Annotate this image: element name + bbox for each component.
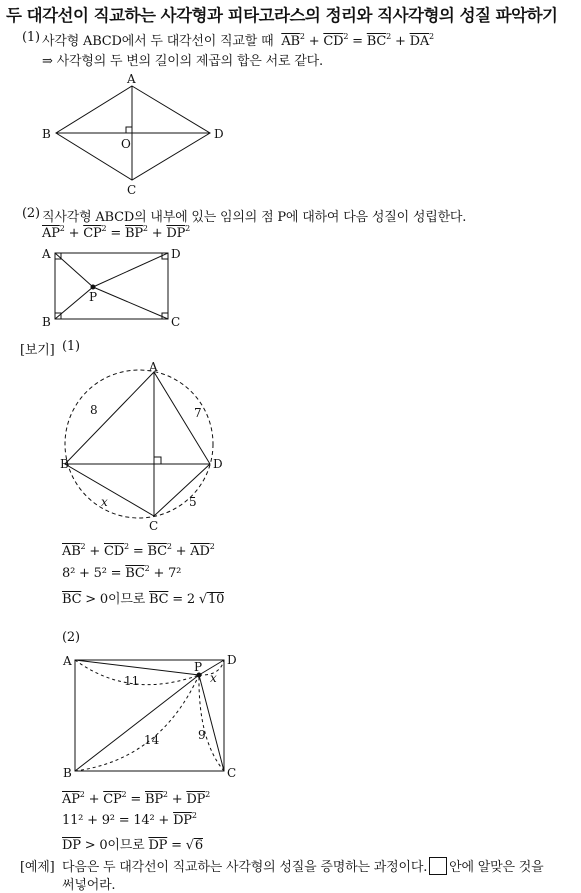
seg-bc: $\overline{BC}$ (125, 566, 145, 581)
seg-bc: $\overline{BC}$ (149, 592, 169, 607)
length-cp: 9 (198, 728, 206, 742)
exp: 2 (144, 564, 150, 573)
exercise-tag: [예제] (20, 860, 55, 875)
exp: 2 (209, 542, 215, 551)
vertex-b: B (42, 127, 51, 141)
exercise-text-line1 (62, 856, 544, 875)
seg-bc: $\overline{BC}$ (62, 592, 82, 607)
segment-cp (199, 675, 224, 771)
exp: 2 (386, 32, 392, 41)
equals-sign: = (110, 226, 122, 241)
plus-sign: + (89, 544, 101, 559)
plus-sign: + (88, 792, 100, 807)
section1-text: 사각형 ABCD에서 두 대각선이 직교할 때 (42, 34, 274, 49)
seg-bc: $\overline{BC}$ (366, 34, 387, 49)
length-ap: 11 (124, 674, 140, 688)
vertex-b: B (60, 457, 69, 471)
vertex-b: B (42, 315, 51, 329)
radicand: 10 (208, 592, 225, 607)
sqrt-sign: √ (185, 838, 194, 853)
seg-ab: $\overline{AB}$ (62, 544, 81, 559)
section2-number: (2) (22, 206, 40, 221)
seg-bc: $\overline{BC}$ (147, 544, 167, 559)
seg-ad: $\overline{AD}$ (190, 544, 210, 559)
plus-sign: + (394, 34, 406, 49)
seg-dp: $\overline{DP}$ (173, 813, 192, 828)
exercise-text2: 안에 알맞은 것을 (449, 860, 544, 875)
segment-bp (75, 675, 199, 771)
exercise-text-line2: 써넣어라. (62, 878, 116, 893)
exp: 2 (299, 32, 305, 41)
seg-bp: $\overline{BP}$ (124, 226, 143, 241)
section1-number: (1) (22, 30, 40, 45)
plus-sign: + (175, 544, 187, 559)
center-o: O (121, 137, 131, 151)
plus-sign: + (308, 34, 320, 49)
seg-cp: $\overline{CP}$ (103, 792, 122, 807)
length-bc: x (101, 495, 108, 509)
exp: 2 (124, 542, 129, 551)
section2-text: 직사각형 ABCD의 내부에 있는 임의의 점 P에 대하여 다음 성질이 성립한다. (42, 210, 467, 225)
exp: 2 (59, 224, 65, 233)
length-bp: 14 (144, 733, 160, 747)
radicand: 6 (194, 838, 203, 853)
seg-ap: $\overline{AP}$ (42, 226, 60, 241)
exp: 2 (121, 790, 127, 799)
vertex-d: D (171, 247, 181, 261)
vertex-c: C (127, 183, 137, 197)
length-dp: x (210, 671, 217, 685)
example-part1-number: (1) (62, 339, 80, 354)
example2-line1 (62, 792, 210, 807)
point-p-label: P (194, 660, 203, 674)
length-cd: 5 (189, 495, 197, 509)
exp: 2 (101, 224, 107, 233)
seg-bp: $\overline{BP}$ (144, 792, 163, 807)
example2-line3 (62, 834, 203, 853)
lhs: 8² + 5² = (62, 566, 122, 581)
lhs: 11² + 9² = 14² + (62, 813, 170, 828)
vertex-d: D (227, 653, 237, 667)
exp: 2 (343, 32, 349, 41)
exp: 2 (429, 32, 434, 41)
section1-note: ⇒ 사각형의 두 변의 길이의 제곱의 합은 서로 같다. (42, 54, 323, 69)
plus-sign: + (68, 226, 80, 241)
vertex-d: D (213, 457, 223, 471)
equals-sign: = (130, 792, 142, 807)
segment-ap (75, 660, 199, 675)
rhs: + 7² (153, 566, 182, 581)
vertex-b: B (63, 766, 72, 780)
vertex-a: A (63, 654, 72, 668)
exp: 2 (79, 790, 85, 799)
length-ab: 8 (90, 403, 98, 417)
seg-ap: $\overline{AP}$ (62, 792, 80, 807)
vertex-c: C (227, 766, 237, 780)
seg-cd: $\overline{CD}$ (323, 34, 344, 49)
condition: > 0이므로 (84, 838, 145, 853)
exercise-text1: 다음은 두 대각선이 직교하는 사각형의 성질을 증명하는 과정이다. (62, 860, 428, 875)
exp: 2 (142, 224, 148, 233)
seg-da: $\overline{DA}$ (409, 34, 430, 49)
seg-cd: $\overline{CD}$ (104, 544, 124, 559)
seg-dp: $\overline{DP}$ (166, 226, 186, 241)
condition: > 0이므로 (85, 592, 146, 607)
vertex-a: A (42, 247, 51, 261)
vertex-c: C (149, 519, 159, 533)
example2-line2 (62, 813, 197, 828)
result: = 2 (172, 592, 195, 607)
sqrt-sign: √ (198, 592, 208, 607)
seg-dp: $\overline{DP}$ (148, 838, 168, 853)
seg-ab: $\overline{AB}$ (281, 34, 300, 49)
exp: 2 (166, 542, 172, 551)
page-title: 두 대각선이 직교하는 사각형과 피타고라스의 정리와 직사각형의 성질 파악하기 (6, 6, 558, 25)
vertex-d: D (214, 127, 224, 141)
exp: 2 (205, 790, 211, 799)
example-part2-number: (2) (62, 630, 80, 645)
length-ad: 7 (194, 406, 202, 420)
exp: 2 (162, 790, 168, 799)
vertex-a: A (149, 360, 158, 374)
result: = (171, 838, 182, 853)
exp: 2 (80, 542, 86, 551)
point-p-label: P (89, 290, 98, 304)
plus-sign: + (171, 792, 183, 807)
plus-sign: + (151, 226, 163, 241)
equals-sign: = (352, 34, 363, 49)
seg-cp: $\overline{CP}$ (83, 226, 102, 241)
exp: 2 (185, 224, 191, 233)
equals-sign: = (132, 544, 144, 559)
example-tag: [보기] (20, 343, 55, 358)
exp: 2 (191, 811, 197, 820)
answer-box (429, 857, 447, 875)
seg-dp: $\overline{DP}$ (62, 838, 81, 853)
vertex-c: C (171, 315, 181, 329)
seg-dp: $\overline{DP}$ (186, 792, 206, 807)
vertex-a: A (127, 72, 136, 86)
